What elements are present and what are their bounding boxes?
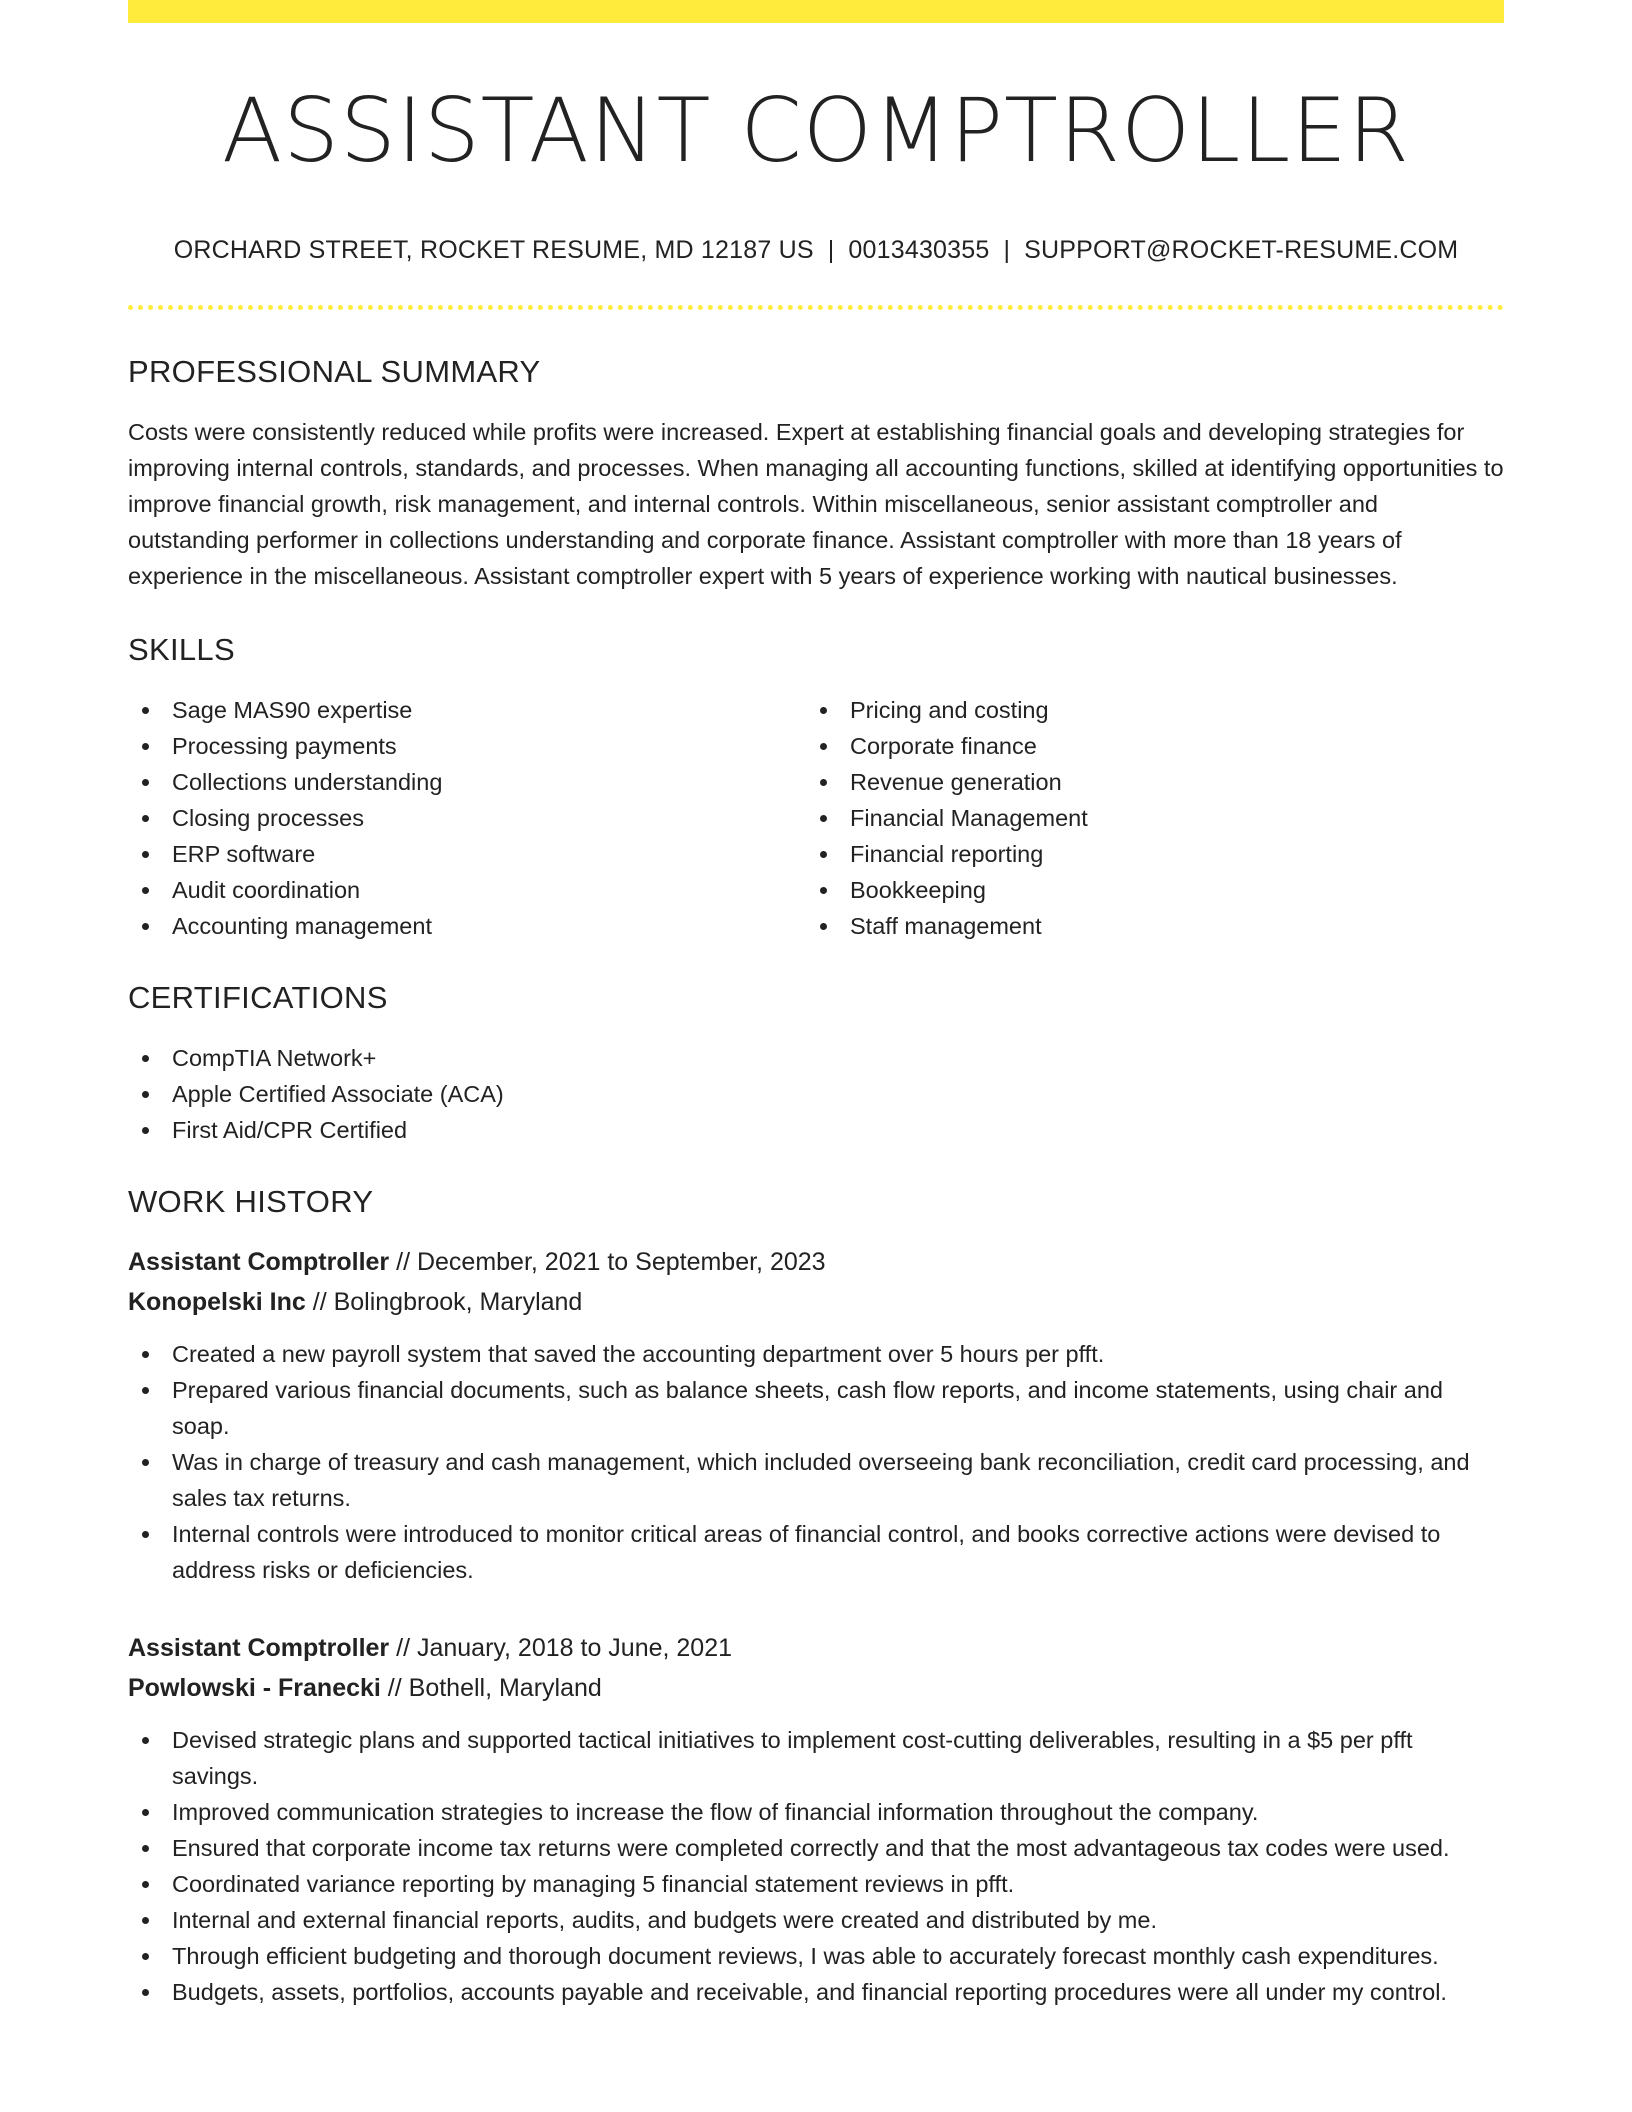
skill-item: ERP software xyxy=(128,836,806,872)
skill-item: Processing payments xyxy=(128,728,806,764)
certification-item: Apple Certified Associate (ACA) xyxy=(128,1076,1504,1112)
summary-heading: PROFESSIONAL SUMMARY xyxy=(128,353,541,389)
job-company-line xyxy=(128,1282,1504,1322)
skill-item: Staff management xyxy=(806,908,1484,944)
certification-item: CompTIA Network+ xyxy=(128,1040,1504,1076)
skill-item: Financial reporting xyxy=(806,836,1484,872)
job-bullet: Budgets, assets, portfolios, accounts payable and receivable, and financial reporting procedures were all under my control. xyxy=(128,1974,1504,2010)
contact-line xyxy=(128,236,1504,265)
job-bullet: Improved communication strategies to increase the flow of financial information throughout the company. xyxy=(128,1794,1504,1830)
skills-column-left xyxy=(128,692,806,944)
job-bullets xyxy=(128,1722,1504,2010)
job-bullet: Created a new payroll system that saved the accounting department over 5 hours per pfft. xyxy=(128,1336,1504,1372)
contact-separator: | xyxy=(1003,235,1011,264)
job-bullet: Through efficient budgeting and thorough document reviews, I was able to accurately forecast monthly cash expenditures. xyxy=(128,1938,1504,1974)
dotted-divider xyxy=(128,305,1504,310)
skill-item: Bookkeeping xyxy=(806,872,1484,908)
certifications-heading: CERTIFICATIONS xyxy=(128,979,388,1015)
skills-list xyxy=(128,692,1504,944)
job-bullet: Internal controls were introduced to monitor critical areas of financial control, and books corrective actions were devised to address risks or deficiencies. xyxy=(128,1516,1504,1588)
certifications-list xyxy=(128,1040,1504,1148)
contact-separator: | xyxy=(827,235,835,264)
contact-email: SUPPORT@ROCKET-RESUME.COM xyxy=(1024,235,1459,264)
job-title-line xyxy=(128,1628,1504,1668)
job-title-line xyxy=(128,1242,1504,1282)
contact-address: ORCHARD STREET, ROCKET RESUME, MD 12187 US xyxy=(173,235,814,264)
skill-item: Accounting management xyxy=(128,908,806,944)
job-dates: // January, 2018 to June, 2021 xyxy=(389,1633,733,1662)
job-company: Konopelski Inc xyxy=(128,1287,306,1316)
job-bullets xyxy=(128,1336,1504,1588)
job-entry xyxy=(128,1628,1504,2010)
skill-item: Closing processes xyxy=(128,800,806,836)
skill-item: Collections understanding xyxy=(128,764,806,800)
job-company-line xyxy=(128,1668,1504,1708)
skill-item: Pricing and costing xyxy=(806,692,1484,728)
skill-item: Revenue generation xyxy=(806,764,1484,800)
skill-item: Sage MAS90 expertise xyxy=(128,692,806,728)
top-accent-bar xyxy=(128,0,1504,23)
job-dates: // December, 2021 to September, 2023 xyxy=(389,1247,826,1276)
job-bullet: Was in charge of treasury and cash management, which included overseeing bank reconciliation, credit card processing, and sales tax returns. xyxy=(128,1444,1504,1516)
skill-item: Corporate finance xyxy=(806,728,1484,764)
summary-text: Costs were consistently reduced while profits were increased. Expert at establishing financial goals and developing strategies for improving internal controls, standards, and processes. When managing all accounting functions, skilled at identifying opportunities to improve financial growth, risk management, and internal controls. Within miscellaneous, senior assistant comptroller and outstanding performer in collections understanding and corporate finance. Assistant comptroller with more than 18 years of experience in the miscellaneous. Assistant comptroller expert with 5 years of experience working with nautical businesses. xyxy=(128,418,1504,589)
job-bullet: Ensured that corporate income tax returns were completed correctly and that the most advantageous tax codes were used. xyxy=(128,1830,1504,1866)
skills-column-right xyxy=(806,692,1484,944)
job-bullet: Coordinated variance reporting by managing 5 financial statement reviews in pfft. xyxy=(128,1866,1504,1902)
job-bullet: Internal and external financial reports, audits, and budgets were created and distributed by me. xyxy=(128,1902,1504,1938)
job-entry xyxy=(128,1242,1504,1588)
job-bullet: Prepared various financial documents, such as balance sheets, cash flow reports, and income statements, using chair and soap. xyxy=(128,1372,1504,1444)
job-title: Assistant Comptroller xyxy=(128,1633,390,1662)
resume-page xyxy=(128,0,1504,2010)
job-title: Assistant Comptroller xyxy=(128,1247,390,1276)
skill-item: Financial Management xyxy=(806,800,1484,836)
contact-phone: 0013430355 xyxy=(848,235,990,264)
page-title: ASSISTANT COMPTROLLER xyxy=(221,79,1411,182)
job-bullet: Devised strategic plans and supported tactical initiatives to implement cost-cutting deliverables, resulting in a $5 per pfft savings. xyxy=(128,1722,1504,1794)
skill-item: Audit coordination xyxy=(128,872,806,908)
skills-heading: SKILLS xyxy=(128,631,235,667)
job-company: Powlowski - Franecki xyxy=(128,1673,381,1702)
job-location: // Bolingbrook, Maryland xyxy=(305,1287,583,1316)
certification-item: First Aid/CPR Certified xyxy=(128,1112,1504,1148)
job-location: // Bothell, Maryland xyxy=(380,1673,602,1702)
work-history-heading: WORK HISTORY xyxy=(128,1183,374,1219)
